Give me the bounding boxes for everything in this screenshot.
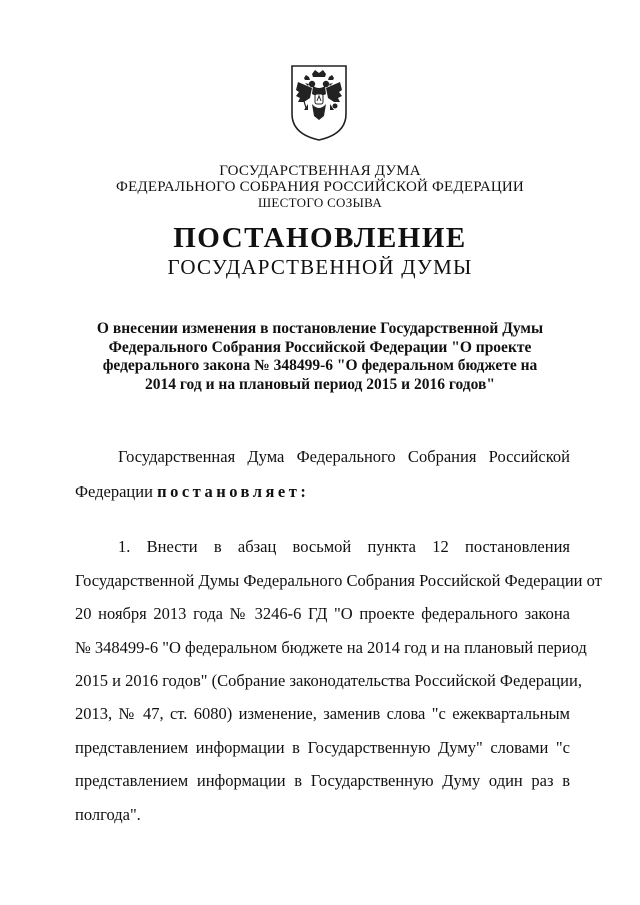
subject-line: Федерального Собрания Российской Федерации "О проекте (108, 338, 532, 356)
document-issuer-title: ГОСУДАРСТВЕННОЙ ДУМЫ (167, 255, 473, 279)
preamble-text: Федерации (75, 482, 158, 501)
clause-line: представлением информации в Государственную Думу один раз в (75, 771, 570, 790)
organization-line-2: ФЕДЕРАЛЬНОГО СОБРАНИЯ РОССИЙСКОЙ ФЕДЕРАЦИИ (116, 179, 524, 195)
resolves-keyword: постановляет: (157, 482, 310, 501)
clause-line: 2015 и 2016 годов" (Собрание законодательства Российской Федерации, (75, 671, 582, 690)
clause-line: полгода". (75, 805, 141, 824)
clause-line: 1. Внести в абзац восьмой пункта 12 постановления (118, 537, 570, 556)
subject-line: федерального закона № 348499-6 "О федеральном бюджете на (102, 357, 538, 374)
preamble-line-1: Государственная Дума Федерального Собрания Российской (118, 447, 570, 466)
document-subject (90, 320, 550, 394)
clause-line: № 348499-6 "О федеральном бюджете на 2014 год и на плановый период (75, 638, 587, 657)
document-type-title: ПОСТАНОВЛЕНИЕ (173, 222, 467, 254)
clause-line: представлением информации в Государственную Думу" словами "с (75, 738, 570, 757)
organization-line-1: ГОСУДАРСТВЕННАЯ ДУМА (219, 163, 421, 179)
subject-line: 2014 год и на плановый период 2015 и 2016 годов" (145, 375, 495, 393)
clause-line: Государственной Думы Федерального Собрания Российской Федерации от (75, 571, 602, 590)
clause-line: 2013, № 47, ст. 6080) изменение, заменив слова "с ежеквартальным (75, 704, 570, 723)
convocation-line: ШЕСТОГО СОЗЫВА (257, 195, 383, 210)
russian-coat-of-arms-icon (290, 64, 348, 142)
preamble-line-2 (75, 482, 570, 502)
clause-line: 20 ноября 2013 года № 3246-6 ГД "О проекте федерального закона (75, 604, 570, 623)
subject-line: О внесении изменения в постановление Государственной Думы (96, 320, 544, 337)
